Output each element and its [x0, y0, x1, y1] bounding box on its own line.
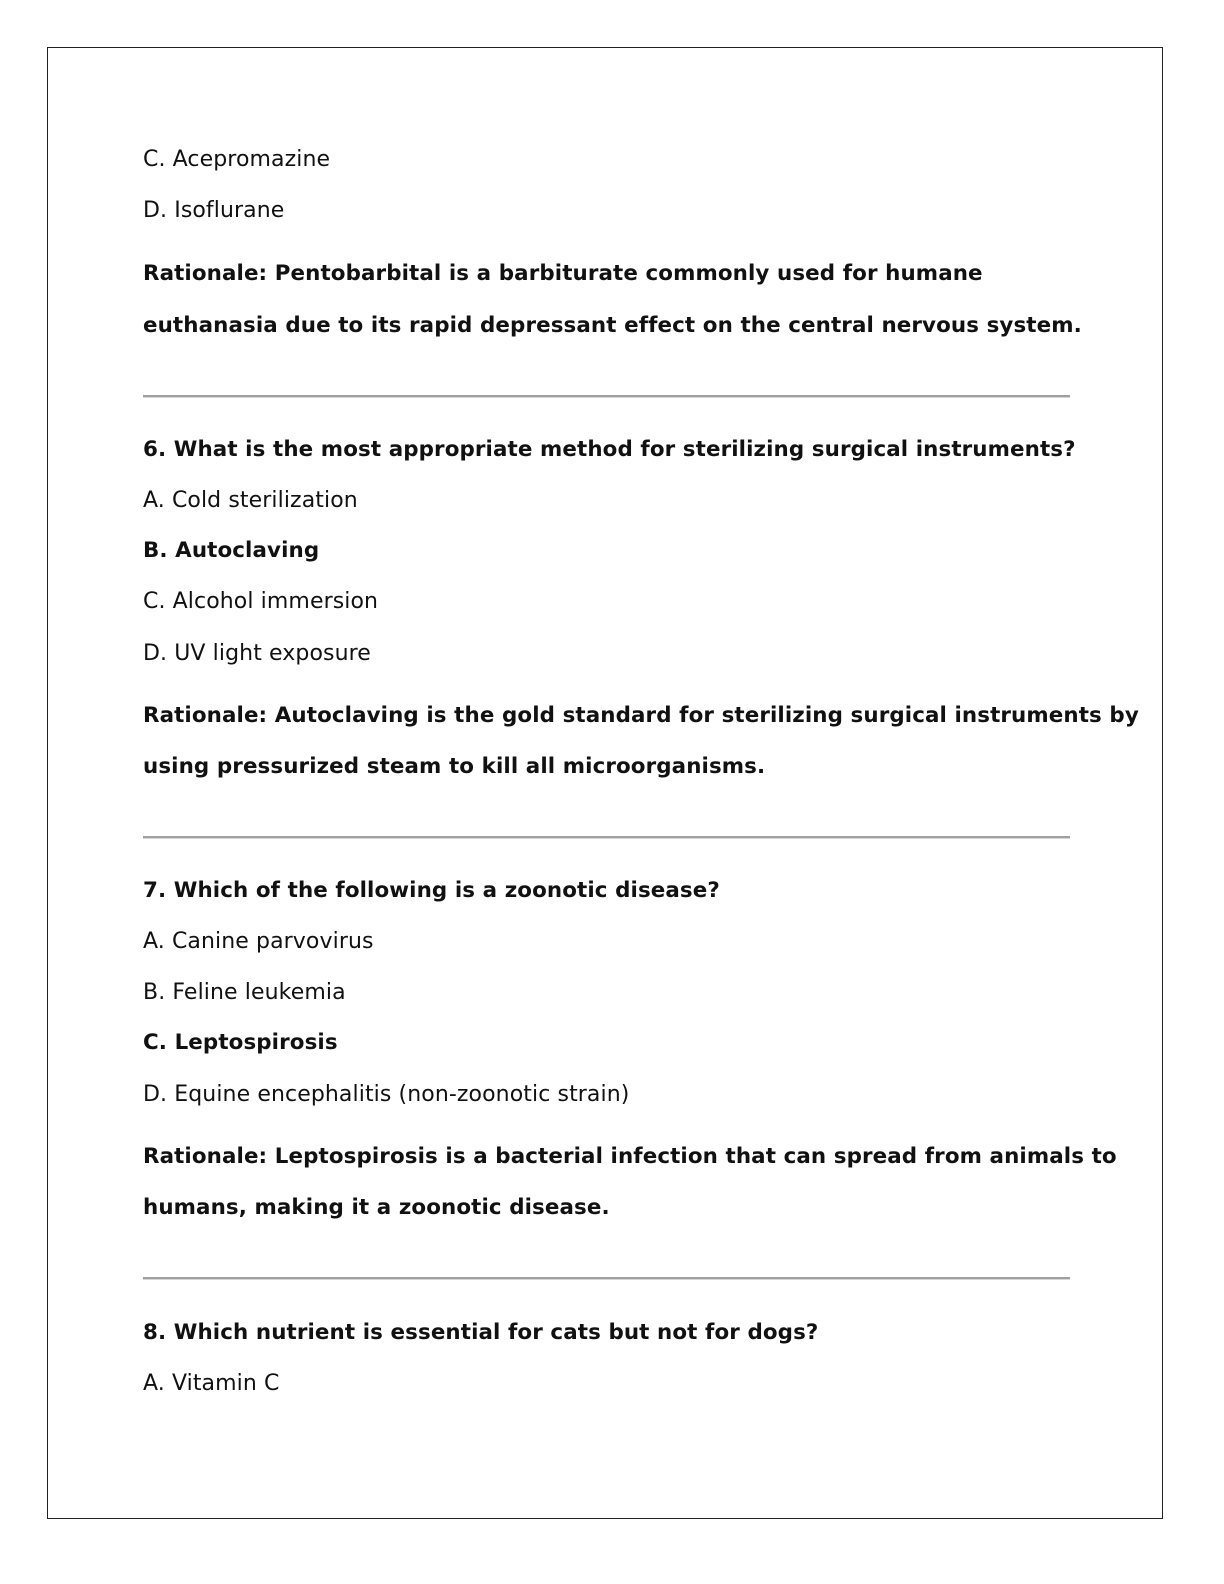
question-7-text: 7. Which of the following is a zoonotic disease?	[143, 878, 720, 903]
rationale-line: Rationale: Leptospirosis is a bacterial infection that can spread from animals to	[143, 1144, 1117, 1169]
section-divider	[143, 836, 1070, 839]
option-d: D. Equine encephalitis (non-zoonotic strain)	[143, 1082, 630, 1107]
rationale-line: Rationale: Pentobarbital is a barbiturate commonly used for humane	[143, 261, 983, 286]
rationale-line: Rationale: Autoclaving is the gold standard for sterilizing surgical instruments by	[143, 703, 1139, 728]
option-a: A. Cold sterilization	[143, 488, 358, 513]
option-c-correct: C. Leptospirosis	[143, 1030, 338, 1055]
section-divider	[143, 395, 1070, 398]
rationale-line: euthanasia due to its rapid depressant effect on the central nervous system.	[143, 313, 1082, 338]
section-divider	[143, 1277, 1070, 1280]
option-c: C. Alcohol immersion	[143, 589, 379, 614]
option-c: C. Acepromazine	[143, 147, 331, 172]
question-6-text: 6. What is the most appropriate method for sterilizing surgical instruments?	[143, 437, 1076, 462]
option-a: A. Vitamin C	[143, 1371, 280, 1396]
rationale-line: humans, making it a zoonotic disease.	[143, 1195, 610, 1220]
option-b: B. Feline leukemia	[143, 980, 346, 1005]
option-d: D. Isoflurane	[143, 198, 285, 223]
rationale-line: using pressurized steam to kill all microorganisms.	[143, 754, 766, 779]
option-b-correct: B. Autoclaving	[143, 538, 320, 563]
option-a: A. Canine parvovirus	[143, 929, 374, 954]
question-8-text: 8. Which nutrient is essential for cats but not for dogs?	[143, 1320, 819, 1345]
option-d: D. UV light exposure	[143, 641, 371, 666]
